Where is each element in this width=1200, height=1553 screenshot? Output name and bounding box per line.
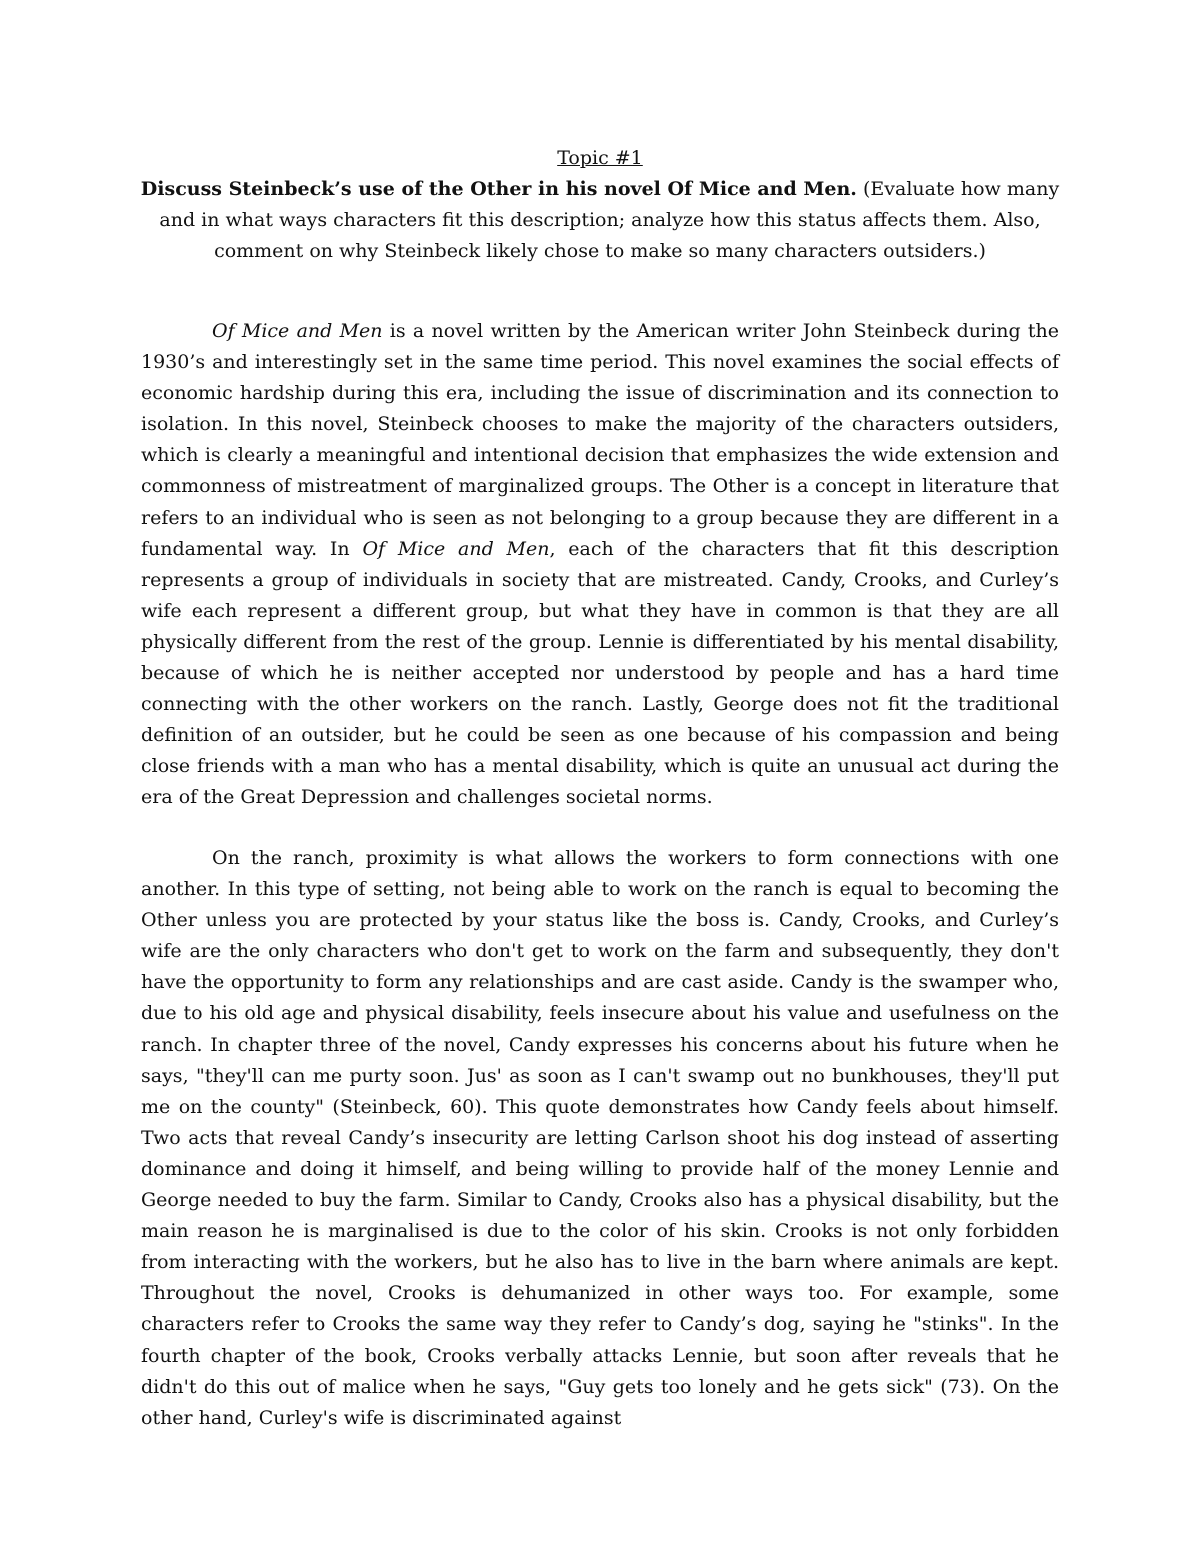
- novel-title-italic-2: Of Mice and Men: [362, 537, 550, 560]
- prompt-bold-text: Discuss Steinbeck’s use of the Other in his novel Of Mice and Men.: [140, 178, 857, 200]
- paragraph-1-text-a: is a novel written by the American writer John Steinbeck during the 1930’s and interestingly set in the same time period. This novel examines the social effects of economic hardship during this era, including the issue of discrimination and its connection to isolation. In this novel, Steinbeck chooses to make the majority of the characters outsiders, which is clearly a meaningful and intentional decision that emphasizes the wide extension and commonness of mistreatment of marginalized groups. The Other is a concept in literature that refers to an individual who is seen as not belonging to a group because they are different in a fundamental way. In: [141, 320, 1059, 560]
- novel-title-italic: Of Mice and Men: [212, 320, 383, 342]
- prompt-instructions: (Evaluate how many and in what ways characters fit this description; analyze how this status affects them. Also, comment on why Steinbeck likely chose to make so many characters outsiders.): [159, 178, 1060, 262]
- paragraph-1: [141, 316, 1059, 814]
- paragraph-1-text-b: , each of the characters that fit this description represents a group of individuals in society that are mistreated. Candy, Crooks, and Curley’s wife each represent a different group, but what they have in common is that they are all physically different from the rest of the group. Lennie is differentiated by his mental disability, because of which he is neither accepted nor understood by people and has a hard time connecting with the other workers on the ranch. Lastly, George does not fit the traditional definition of an outsider, but he could be seen as one because of his compassion and being close friends with a man who has a mental disability, which is quite an unusual act during the era of the Great Depression and challenges societal norms.: [141, 537, 1059, 809]
- essay-prompt: [140, 174, 1060, 267]
- paragraph-2: On the ranch, proximity is what allows the workers to form connections with one another. In this type of setting, not being able to work on the ranch is equal to becoming the Other unless you are protected by your status like the boss is. Candy, Crooks, and Curley’s wife are the only characters who don't get to work on the farm and subsequently, they don't have the opportunity to form any relationships and are cast aside. Candy is the swamper who, due to his old age and physical disability, feels insecure about his value and usefulness on the ranch. In chapter three of the novel, Candy expresses his concerns about his future when he says, "they'll can me purty soon. Jus' as soon as I can't swamp out no bunkhouses, they'll put me on the county" (Steinbeck, 60). This quote demonstrates how Candy feels about himself. Two acts that reveal Candy’s insecurity are letting Carlson shoot his dog instead of asserting dominance and doing it himself, and being willing to provide half of the money Lennie and George needed to buy the farm. Similar to Candy, Crooks also has a physical disability, but the main reason he is marginalised is due to the color of his skin. Crooks is not only forbidden from interacting with the workers, but he also has to live in the barn where animals are kept. Throughout the novel, Crooks is dehumanized in other ways too. For example, some characters refer to Crooks the same way they refer to Candy’s dog, saying he "stinks". In the fourth chapter of the book, Crooks verbally attacks Lennie, but soon after reveals that he didn't do this out of malice when he says, "Guy gets too lonely and he gets sick" (73). On the other hand, Curley's wife is discriminated against: [141, 847, 1059, 1429]
- topic-heading: Topic #1: [557, 147, 643, 169]
